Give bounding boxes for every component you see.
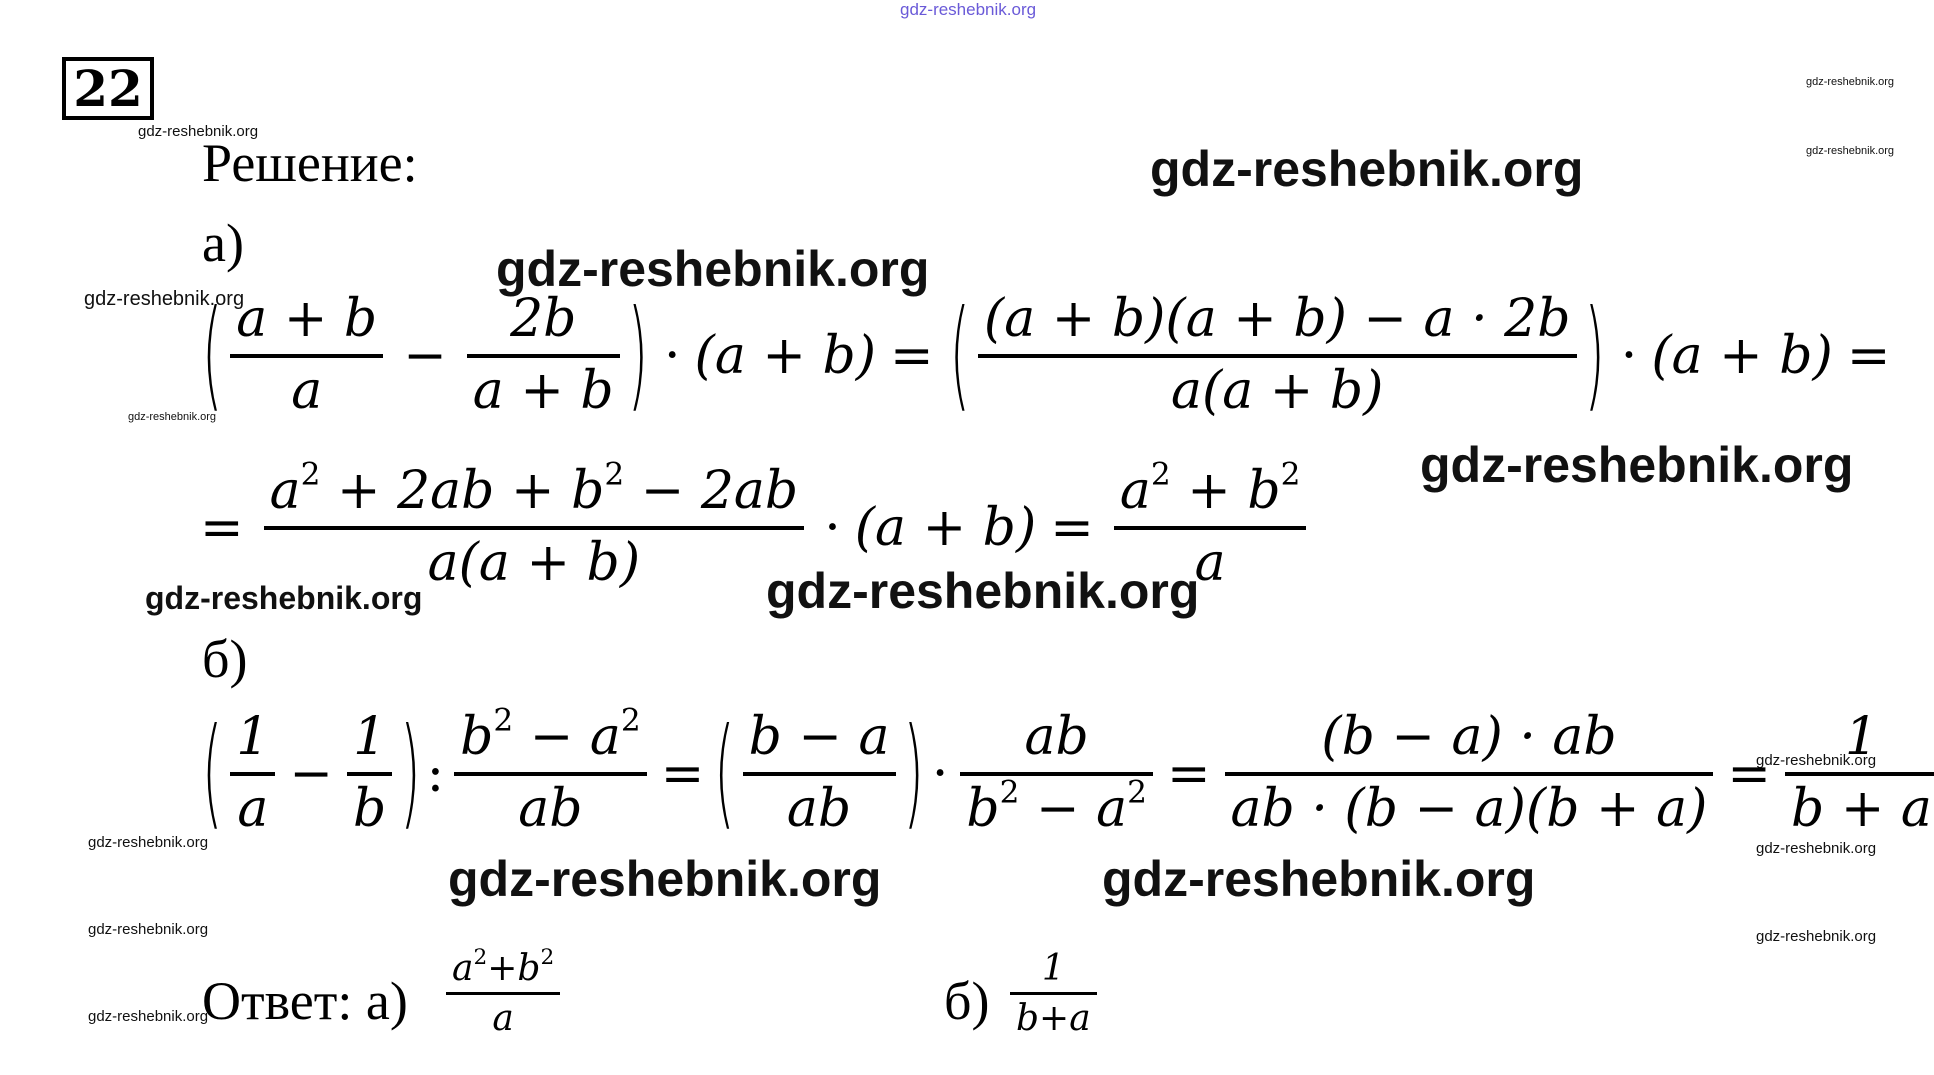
fraction: $\frac{1}{b + a}$ <box>1785 708 1934 840</box>
watermark: gdz-reshebnik.org <box>128 411 217 423</box>
watermark: gdz-reshebnik.org <box>1150 141 1584 197</box>
problem-number: 22 <box>62 57 154 120</box>
watermark: gdz-reshebnik.org <box>1756 840 1877 857</box>
watermark: gdz-reshebnik.org <box>1806 145 1895 157</box>
watermark: gdz-reshebnik.org <box>88 1008 209 1025</box>
answer-b-label: б) <box>944 971 990 1031</box>
fraction: $\frac{1}{b}$ <box>347 708 392 840</box>
watermark: gdz-reshebnik.org <box>1756 928 1877 945</box>
equation-b: ( $\frac{1}{a}$ − $\frac{1}{b}$ ) : $\frac{b^2 - a^2}{ab}$ = ( $\frac{b - a}{ab}$ ) · $\frac{ab}{b^2 - a^2}$ = $\frac{(b - a) \cdot ab}{ab \cdot (b - a)(b + a)}$ = $\frac{1}{b + a}$ <box>200 708 1934 840</box>
part-a-label: а) <box>202 213 244 273</box>
watermark: gdz-reshebnik.org <box>1756 752 1877 769</box>
watermark: gdz-reshebnik.org <box>84 288 245 310</box>
fraction: $\frac{a^2 + b^2}{a}$ <box>1114 462 1307 594</box>
fraction: $\frac{1}{b+a}$ <box>1010 948 1097 1040</box>
fraction: $\frac{a^2+b^2}{a}$ <box>446 948 560 1040</box>
fraction: $\frac{b - a}{ab}$ <box>743 708 896 840</box>
watermark: gdz-reshebnik.org <box>496 241 930 297</box>
answer-a <box>440 944 566 1040</box>
fraction: $\frac{b^2 - a^2}{ab}$ <box>454 708 647 840</box>
answer-b <box>1004 948 1103 1040</box>
watermark: gdz-reshebnik.org <box>1806 76 1895 88</box>
fraction: $\frac{1}{a}$ <box>230 708 275 840</box>
fraction: $\frac{(a + b)(a + b) - a \cdot 2b}{a(a + b)}$ <box>978 290 1577 422</box>
fraction: $\frac{ab}{b^2 - a^2}$ <box>960 708 1153 840</box>
watermark: gdz-reshebnik.org <box>448 851 882 907</box>
equation-a-line1: ( $\frac{a + b}{a}$ − $\frac{2b}{a + b}$ ) · (a + b) = ( $\frac{(a + b)(a + b) - a \cdot 2b}{a(a + b)}$ ) · (a + b) = <box>202 286 1891 425</box>
watermark: gdz-reshebnik.org <box>145 580 423 616</box>
fraction: $\frac{(b - a) \cdot ab}{ab \cdot (b - a)(b + a)}$ <box>1225 708 1714 840</box>
fraction: $\frac{a + b}{a}$ <box>230 290 383 422</box>
watermark-top[interactable]: gdz-reshebnik.org <box>900 0 1037 19</box>
watermark: gdz-reshebnik.org <box>138 123 259 140</box>
watermark: gdz-reshebnik.org <box>88 834 209 851</box>
answer-label: Ответ: а) <box>202 971 408 1031</box>
equation-a-line2: = $\frac{a^2 + 2ab + b^2 - 2ab}{a(a + b)}$ · (a + b) = $\frac{a^2 + b^2}{a}$ <box>200 462 1312 594</box>
watermark: gdz-reshebnik.org <box>766 563 1200 619</box>
watermark: gdz-reshebnik.org <box>88 921 209 938</box>
watermark: gdz-reshebnik.org <box>1102 851 1536 907</box>
fraction: $\frac{2b}{a + b}$ <box>467 290 620 422</box>
fraction: $\frac{a^2 + 2ab + b^2 - 2ab}{a(a + b)}$ <box>264 462 805 594</box>
part-b-label: б) <box>202 629 248 689</box>
watermark: gdz-reshebnik.org <box>1420 437 1854 493</box>
solution-heading: Решение: <box>202 133 418 193</box>
